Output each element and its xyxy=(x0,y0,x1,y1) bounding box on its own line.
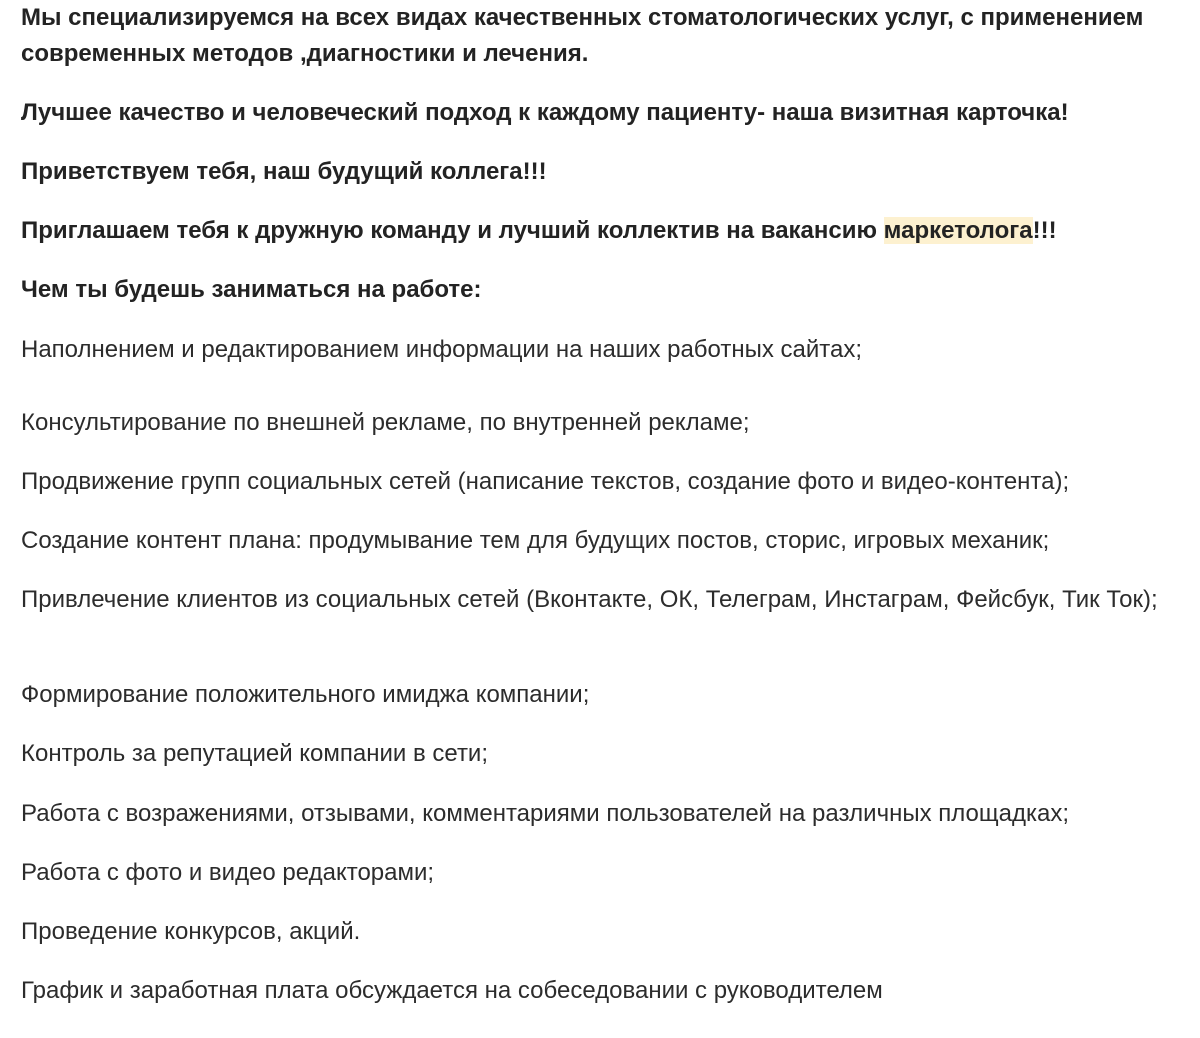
duty-item: Работа с фото и видео редакторами; xyxy=(21,859,435,886)
duty-item: Создание контент плана: продумывание тем для будущих постов, сторис, игровых механик; xyxy=(21,527,1050,554)
intro-greeting: Приветствуем тебя, наш будущий коллега!!! xyxy=(21,158,547,185)
duty-item: Консультирование по внешней рекламе, по внутренней рекламе; xyxy=(21,409,750,436)
vacancy-invite xyxy=(21,213,1171,249)
duty-item: Привлечение клиентов из социальных сетей (Вконтакте, ОК, Телеграм, Инстаграм, Фейсбук, Тик Ток); xyxy=(21,586,1158,613)
highlighted-vacancy-title: маркетолога xyxy=(883,217,1033,244)
invite-suffix: !!! xyxy=(1032,217,1057,244)
duty-item: Продвижение групп социальных сетей (написание текстов, создание фото и видео-контента); xyxy=(21,468,1070,495)
intro-quality: Лучшее качество и человеческий подход к каждому пациенту- наша визитная карточка! xyxy=(21,99,1069,126)
duty-item: Проведение конкурсов, акций. xyxy=(21,918,361,945)
duty-item: Работа с возражениями, отзывами, комментариями пользователей на различных площадках; xyxy=(21,800,1070,827)
duty-item: Наполнением и редактированием информации на наших работных сайтах; xyxy=(21,336,863,363)
duties-heading: Чем ты будешь заниматься на работе: xyxy=(21,276,482,303)
duty-item: Формирование положительного имиджа компании; xyxy=(21,681,590,708)
invite-prefix: Приглашаем тебя к дружную команду и лучший коллектив на вакансию xyxy=(21,217,884,244)
intro-specialize: Мы специализируемся на всех видах качественных стоматологических услуг, с применением современных методов ,диагностики и лечения. xyxy=(21,4,1144,67)
closing-note: График и заработная плата обсуждается на собеседовании с руководителем xyxy=(21,977,883,1004)
duty-item: Контроль за репутацией компании в сети; xyxy=(21,740,489,767)
